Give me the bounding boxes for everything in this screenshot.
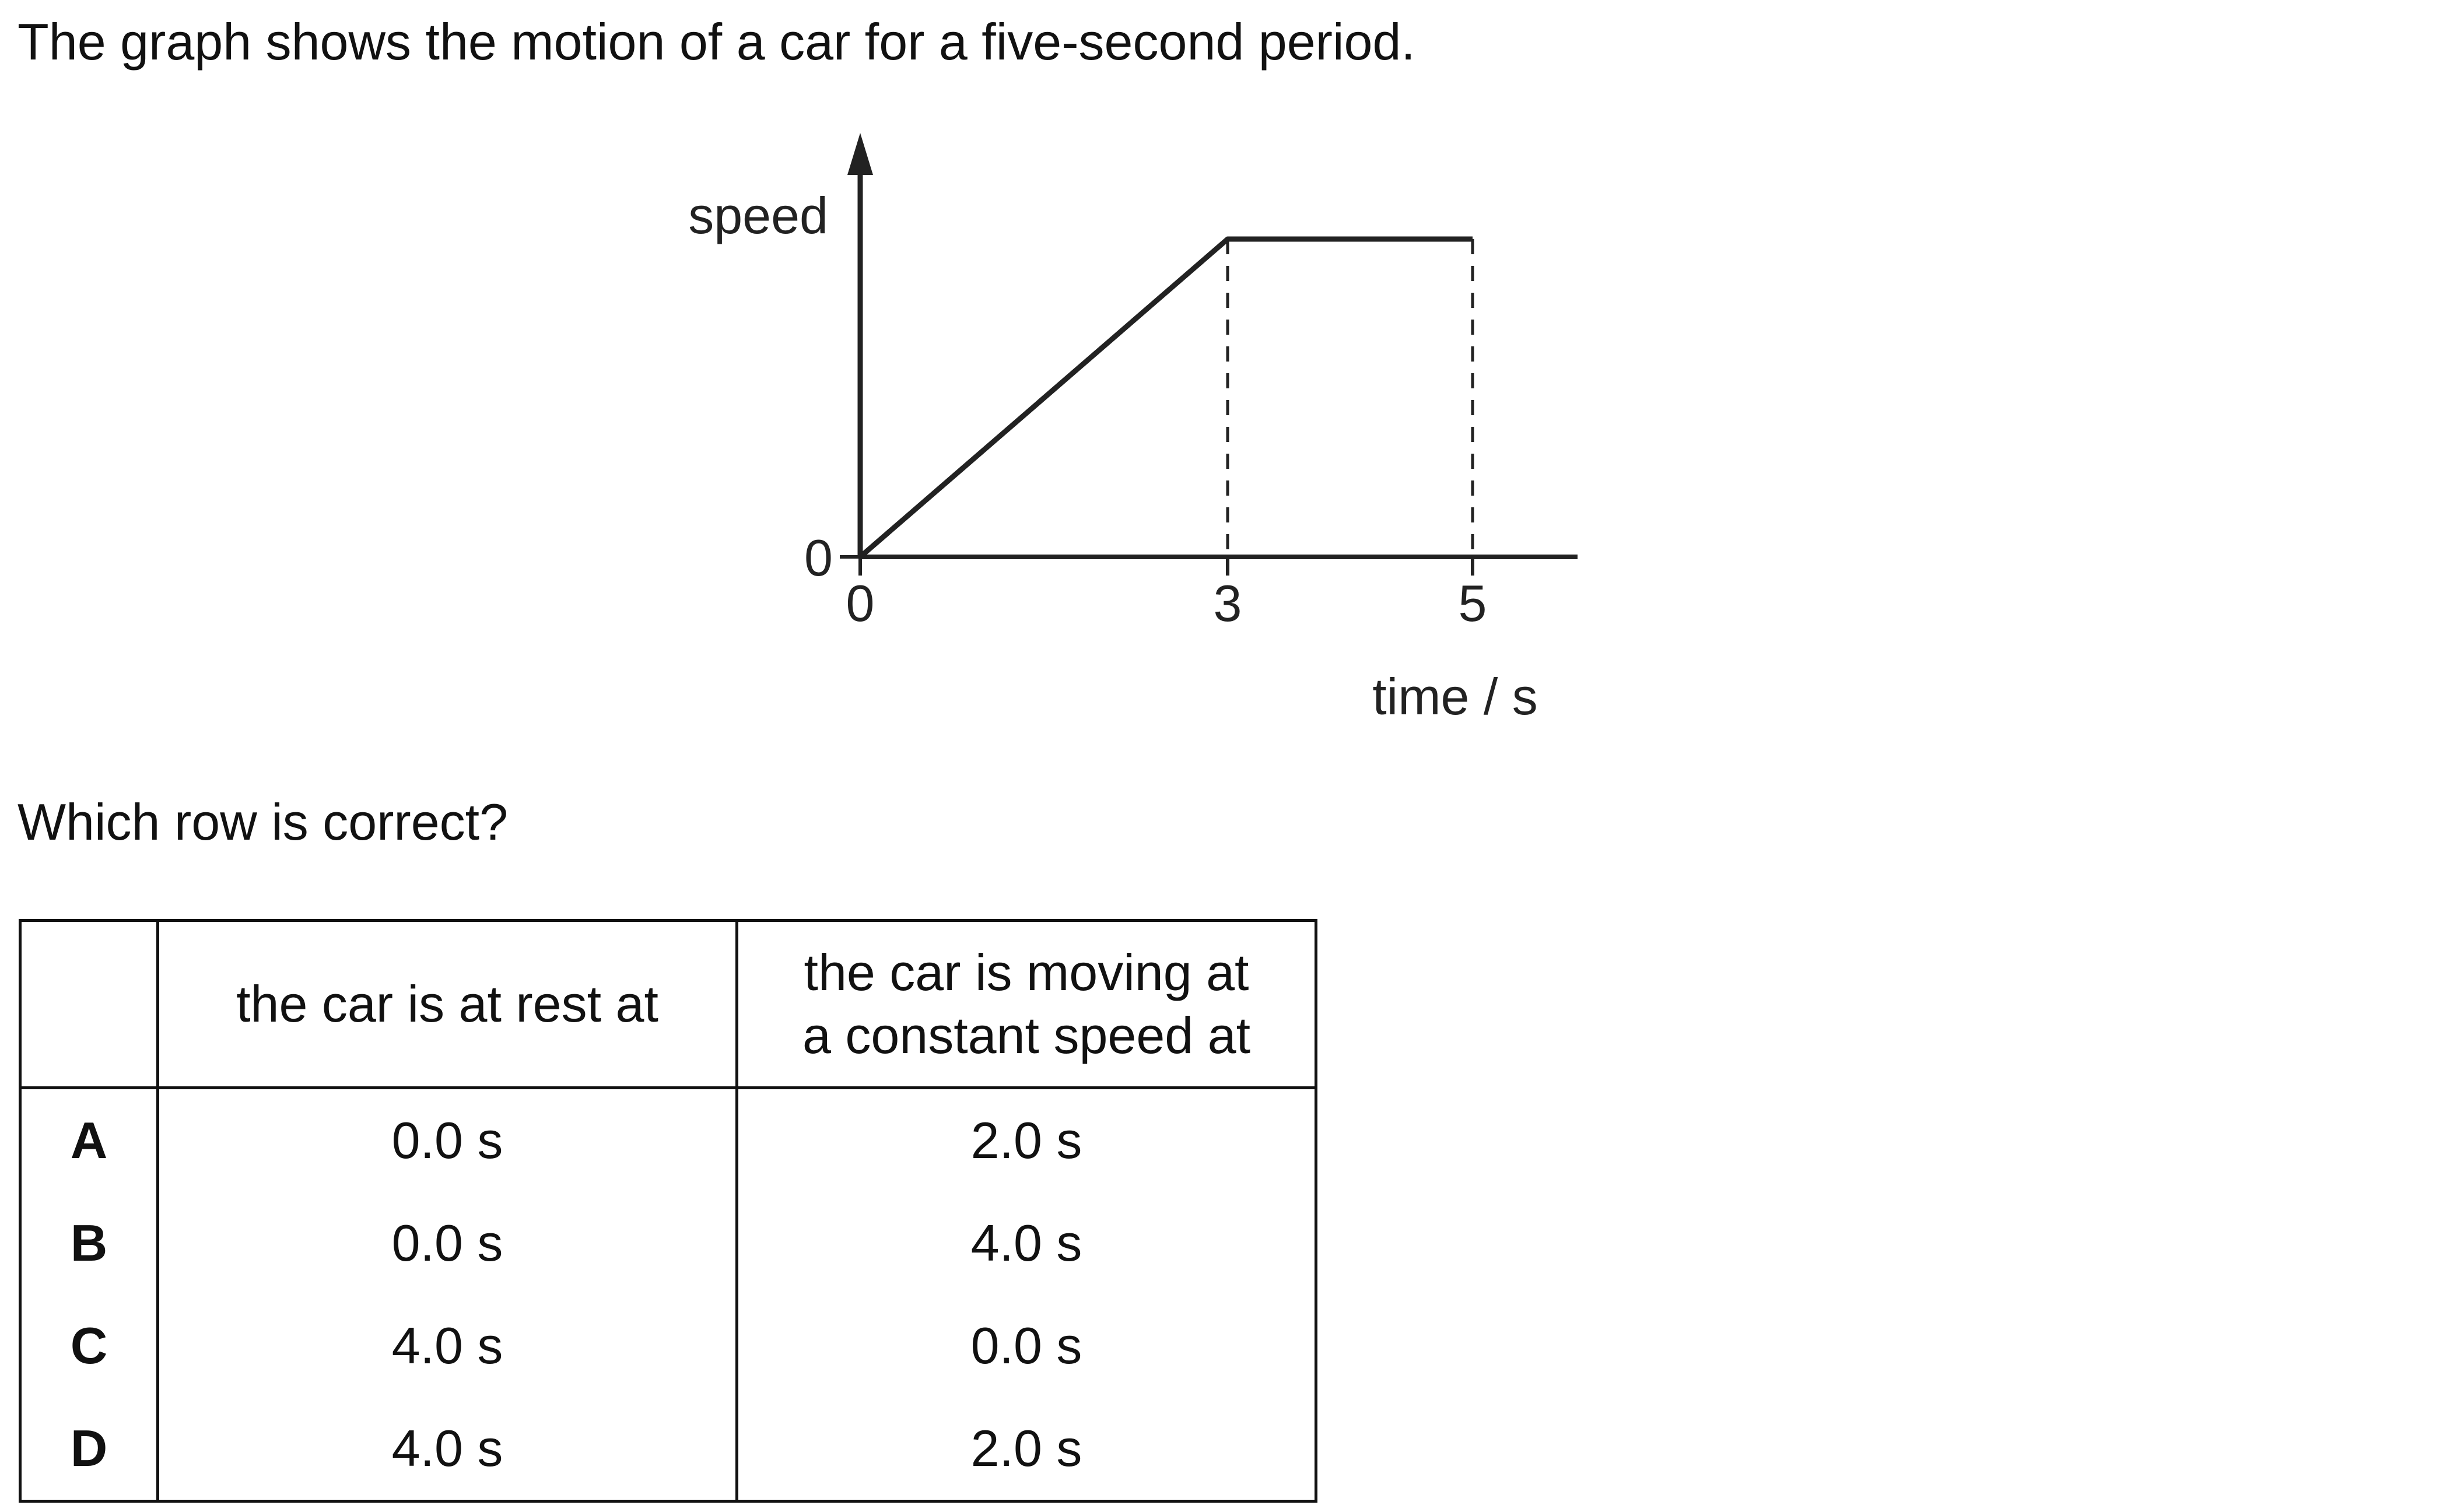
constant-speed-time-cell: 4.0 s <box>737 1192 1316 1295</box>
y-axis-label: speed <box>688 187 828 244</box>
header-cell-constant: the car is moving at a constant speed at <box>737 921 1316 1088</box>
header-cell-rest: the car is at rest at <box>158 921 737 1088</box>
x-tick-label-5: 5 <box>1458 574 1487 632</box>
axes <box>840 133 1578 576</box>
x-tick-label-3: 3 <box>1213 574 1242 632</box>
x-axis-label: time / s <box>1372 668 1538 725</box>
question-text: Which row is correct? <box>17 793 509 851</box>
header-cell-empty <box>20 921 158 1088</box>
constant-speed-time-cell: 2.0 s <box>737 1088 1316 1192</box>
table-row <box>20 1192 1316 1295</box>
constant-speed-time-cell: 0.0 s <box>737 1295 1316 1397</box>
rest-time-cell: 0.0 s <box>158 1088 737 1192</box>
rest-time-cell: 4.0 s <box>158 1295 737 1397</box>
header-row <box>20 921 1316 1088</box>
constant-speed-time-cell: 2.0 s <box>737 1397 1316 1502</box>
series-line-0 <box>860 239 1473 557</box>
table-row <box>20 1397 1316 1502</box>
y-axis-arrow <box>847 133 873 175</box>
row-label: B <box>20 1192 158 1295</box>
row-label: D <box>20 1397 158 1502</box>
table-row <box>20 1088 1316 1192</box>
rest-time-cell: 0.0 s <box>158 1192 737 1295</box>
series <box>860 239 1473 557</box>
answer-table <box>19 919 1317 1503</box>
table-row <box>20 1295 1316 1397</box>
intro-text: The graph shows the motion of a car for a five-second period. <box>17 13 1415 71</box>
x-tick-label-0: 0 <box>846 574 875 632</box>
row-label: C <box>20 1295 158 1397</box>
row-label: A <box>20 1088 158 1192</box>
y-tick-label-0: 0 <box>804 529 833 587</box>
axis-labels <box>688 187 1538 725</box>
rest-time-cell: 4.0 s <box>158 1397 737 1502</box>
